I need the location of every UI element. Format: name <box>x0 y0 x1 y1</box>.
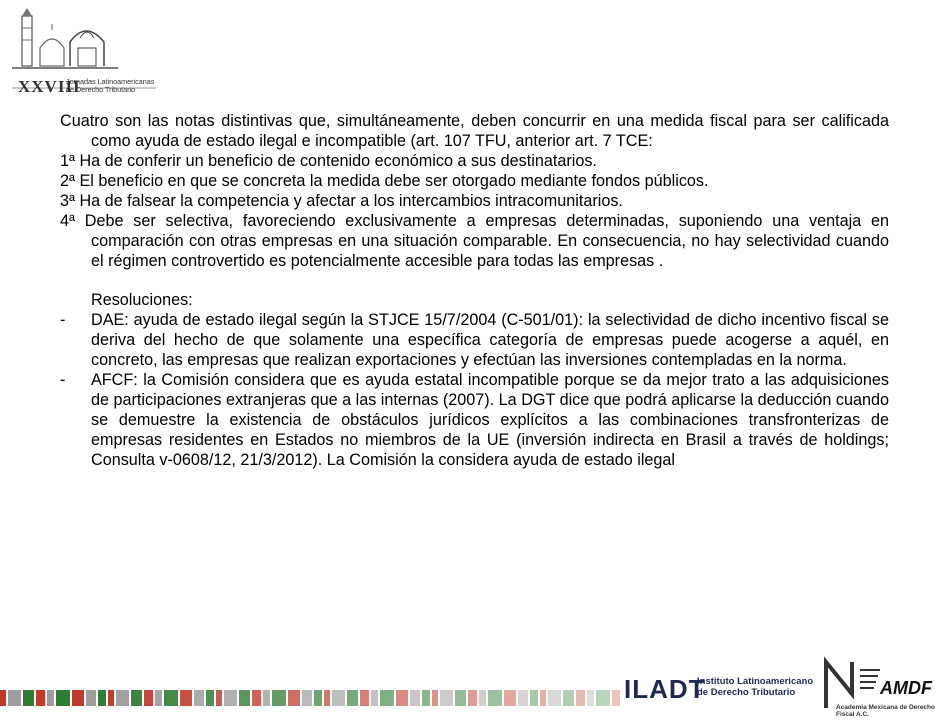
resolution-item <box>60 370 889 470</box>
intro-paragraph: Cuatro son las notas distintivas que, simultáneamente, deben concurrir en una medida fiscal para ser calificada como ayuda de estado ilegal e incompatible (art. 107 TFU, anterior art. 7 TCE: <box>60 112 889 150</box>
iladt-line2: de Derecho Tributario <box>697 687 796 698</box>
bullet-dash: - <box>60 371 66 389</box>
note-item-4: 4ª Debe ser selectiva, favoreciendo exclusivamente a empresas determinadas, suponiendo una ventaja en comparación con otras empresas en una situación comparable. En consecuencia, no hay selectividad cuando el régimen controvertido es potencialmente accesible para todas las empresas . <box>60 212 889 270</box>
slide-body <box>60 111 889 470</box>
resolution-item <box>60 310 889 370</box>
note-item-3: 3ª Ha de falsear la competencia y afectar a los intercambios intracomunitarios. <box>60 192 623 210</box>
resoluciones-heading: Resoluciones: <box>91 291 193 309</box>
logo-edition: XXVIII <box>18 77 81 96</box>
resolution-text: AFCF: la Comisión considera que es ayuda estatal incompatible porque se da mejor trato a las adquisiciones de participaciones extranjeras que a las internas (2007). La DGT dice que podrá aplicarse la deducción cuando se demuestre la existencia de obstáculos jurídicos explícitos a las combinaciones transfronterizas de empresas residentes en Estados no miembros de la UE (inversión indirecta en Brasil a través de holdings; Consulta v-0608/12, 21/3/2012). La Comisión la considera ayuda de estado ilegal <box>91 371 889 469</box>
amdf-logo: AMDF <box>880 678 932 698</box>
resolution-text: DAE: ayuda de estado ilegal según la STJCE 15/7/2004 (C-501/01): la selectividad de dicho incentivo fiscal se deriva del hecho de que solamente una específica categoría de empresas puede acogerse a aquél, en concreto, las empresas que realizan exportaciones y efectúan las inversiones contempladas en la norma. <box>91 311 889 369</box>
iladt-line1: Instituto Latinoamericano <box>697 676 814 687</box>
iladt-logo: ILADT <box>624 674 706 704</box>
bullet-dash: - <box>60 311 66 329</box>
logo-subtitle <box>66 78 156 94</box>
spacer <box>60 271 889 290</box>
jornadas-logo <box>8 8 158 100</box>
iladt-subtitle <box>697 676 813 698</box>
note-item-1: 1ª Ha de conferir un beneficio de contenido económico a sus destinatarios. <box>60 152 597 170</box>
logo-sub-line1: Jornadas Latinoamericanas <box>66 77 155 86</box>
amdf-subtitle: Academia Mexicana de Derecho Fiscal A.C. <box>836 704 935 718</box>
note-item-2: 2ª El beneficio en que se concreta la medida debe ser otorgado mediante fondos públicos. <box>60 172 709 190</box>
logo-sub-line2: de Derecho Tributario <box>66 85 136 94</box>
decorative-band <box>0 690 620 706</box>
